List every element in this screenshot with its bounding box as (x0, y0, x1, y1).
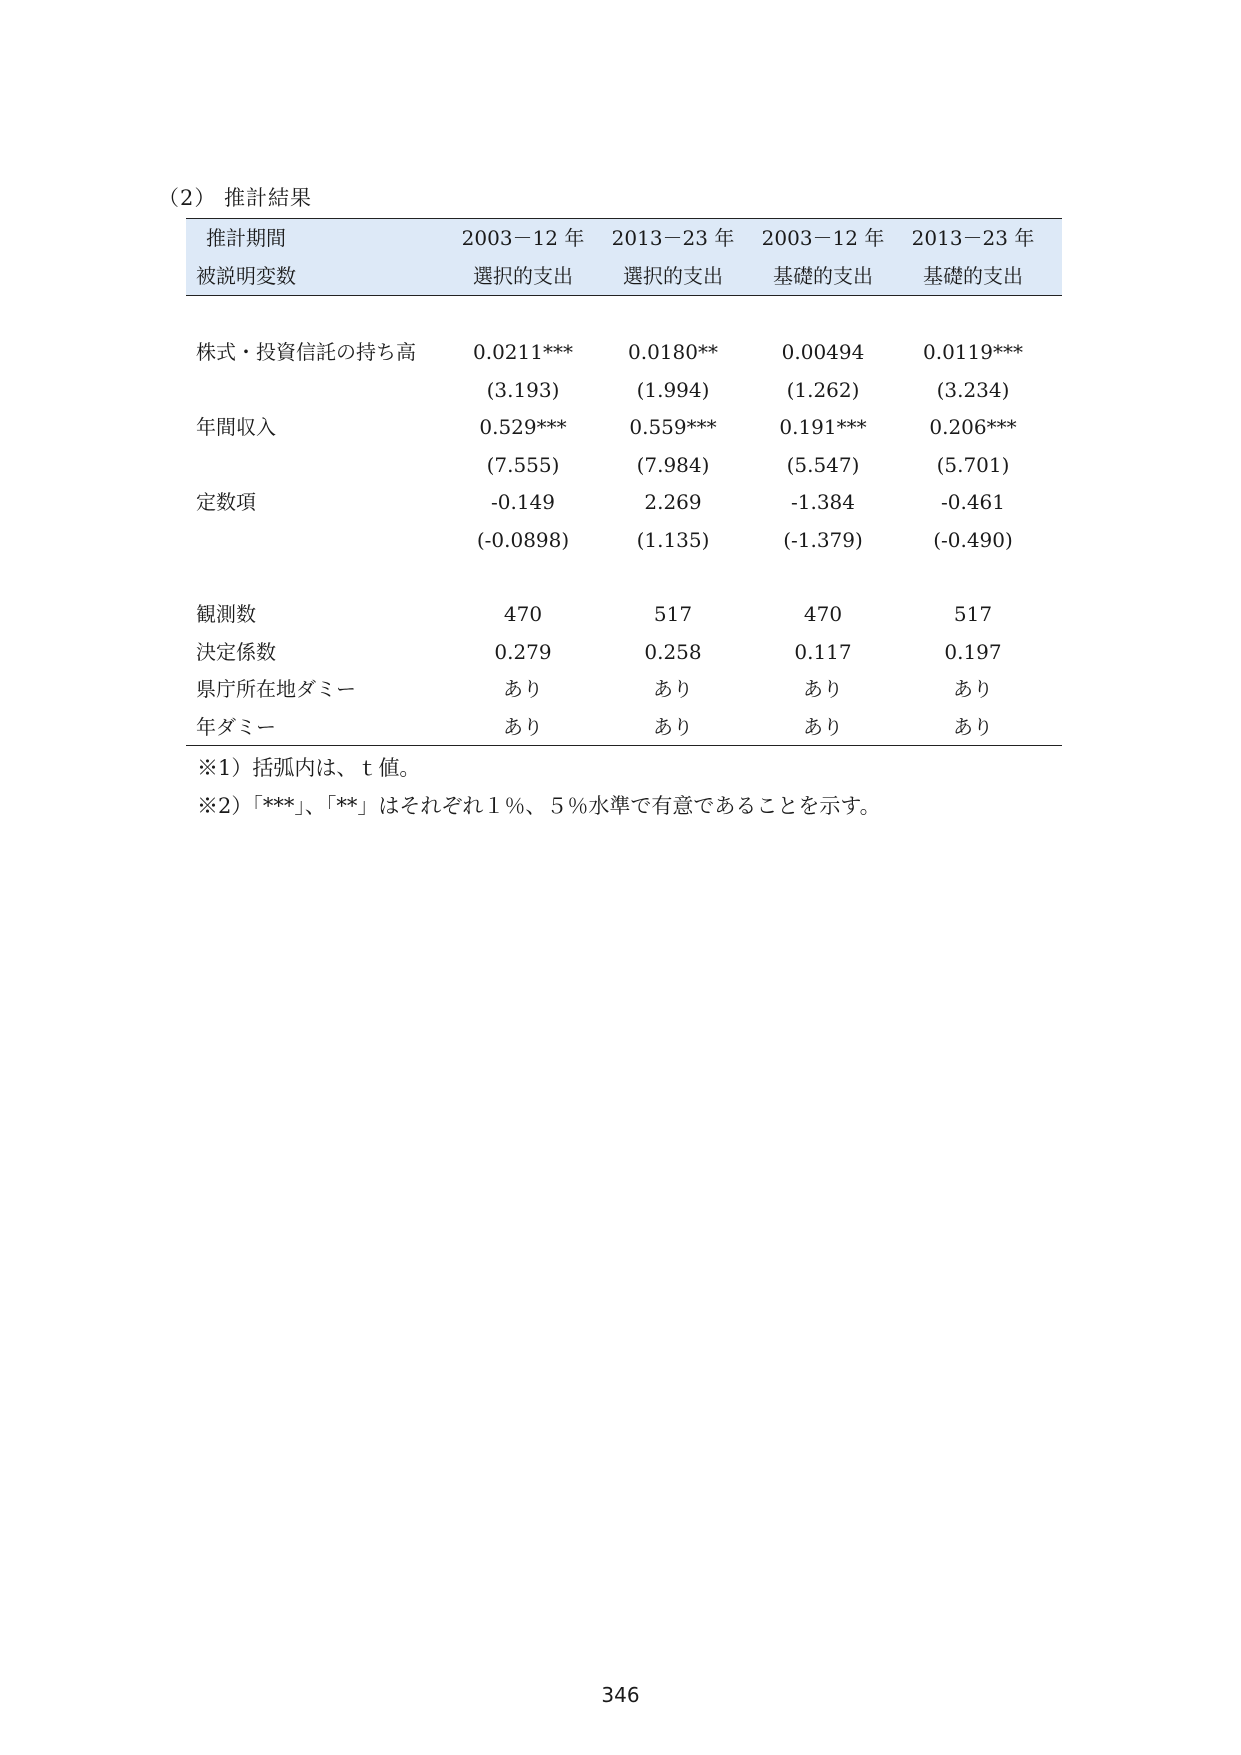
table-cell: (7.555) (486, 452, 560, 477)
table-row (186, 408, 1062, 446)
header-cell: 基礎的支出 (923, 264, 1023, 288)
section-title: （2） 推計結果 (158, 186, 313, 210)
table-cell: あり (503, 714, 543, 739)
row-label: 決定係数 (196, 639, 276, 664)
header-cell: 2013－23 年 (911, 226, 1035, 250)
table-cell: 0.00494 (781, 340, 865, 364)
table-cell: (-0.490) (933, 527, 1013, 552)
table-cell: (1.994) (636, 377, 710, 402)
table-cell: (5.701) (936, 452, 1010, 477)
table-cell: 470 (503, 602, 543, 626)
table-cell: 0.206*** (929, 415, 1017, 439)
table-row (186, 670, 1062, 708)
header-row-variable (186, 257, 1062, 295)
table-cell: 470 (803, 602, 843, 626)
row-label: 年間収入 (196, 415, 276, 439)
table-cell: 0.197 (944, 639, 1002, 664)
table-cell: あり (653, 714, 693, 739)
table-row (186, 521, 1062, 559)
header-cell: 選択的支出 (473, 264, 573, 288)
coefficient-rows (186, 333, 1062, 558)
row-label: 定数項 (196, 490, 256, 514)
row-label: 年ダミー (196, 714, 276, 739)
table-cell: あり (803, 714, 843, 739)
table-cell: (3.193) (486, 377, 560, 402)
footnote-1: ※1）括弧内は、ｔ値。 (197, 756, 421, 780)
table-cell: 0.0180** (628, 340, 718, 364)
row-label: 株式・投資信託の持ち高 (196, 340, 416, 364)
table-cell: -0.461 (940, 490, 1005, 514)
table-cell: 0.191*** (779, 415, 867, 439)
table-row (186, 371, 1062, 409)
table-cell: 0.0119*** (923, 340, 1023, 364)
table-cell: あり (503, 677, 543, 701)
table-row (186, 446, 1062, 484)
header-cell: 2003－12 年 (461, 226, 585, 250)
table-cell: 0.117 (794, 639, 852, 664)
table-cell: 517 (653, 602, 693, 626)
table-cell: 0.529*** (479, 415, 567, 439)
table-cell: あり (953, 677, 993, 701)
header-label-variable: 被説明変数 (196, 264, 296, 288)
header-cell: 2003－12 年 (761, 226, 885, 250)
table-cell: 0.279 (494, 639, 552, 664)
table-cell: あり (953, 714, 993, 739)
table-row (186, 708, 1062, 746)
row-label: 県庁所在地ダミー (196, 677, 356, 701)
table-cell: -0.149 (490, 490, 555, 514)
table-cell: あり (653, 677, 693, 701)
table-cell: 0.0211*** (473, 340, 573, 364)
table-cell: 2.269 (644, 490, 702, 514)
table-cell: (5.547) (786, 452, 860, 477)
table-cell: (7.984) (636, 452, 710, 477)
header-cell: 選択的支出 (623, 264, 723, 288)
header-cell: 2013－23 年 (611, 226, 735, 250)
table-cell: 517 (953, 602, 993, 626)
table-cell: (3.234) (936, 377, 1010, 402)
table-cell: (-0.0898) (476, 527, 570, 552)
page-number: 346 (601, 1683, 640, 1707)
table-row (186, 595, 1062, 633)
row-label: 観測数 (196, 602, 256, 626)
footnote-2: ※2）「***」、「**」はそれぞれ１％、５％水準で有意であることを示す。 (197, 794, 881, 818)
header-row-period (186, 219, 1062, 257)
table-cell: 0.559*** (629, 415, 717, 439)
table-cell: (-1.379) (783, 527, 863, 552)
table-header (186, 218, 1062, 296)
header-label-period: 推計期間 (206, 226, 286, 250)
table-row (186, 333, 1062, 371)
estimation-results-table (186, 218, 1062, 746)
stats-rows (186, 595, 1062, 746)
table-cell: (1.135) (636, 527, 710, 552)
table-cell: 0.258 (644, 639, 702, 664)
table-cell: (1.262) (786, 377, 860, 402)
table-cell: あり (803, 677, 843, 701)
header-cell: 基礎的支出 (773, 264, 873, 288)
table-row (186, 633, 1062, 671)
table-row (186, 483, 1062, 521)
table-cell: -1.384 (790, 490, 855, 514)
